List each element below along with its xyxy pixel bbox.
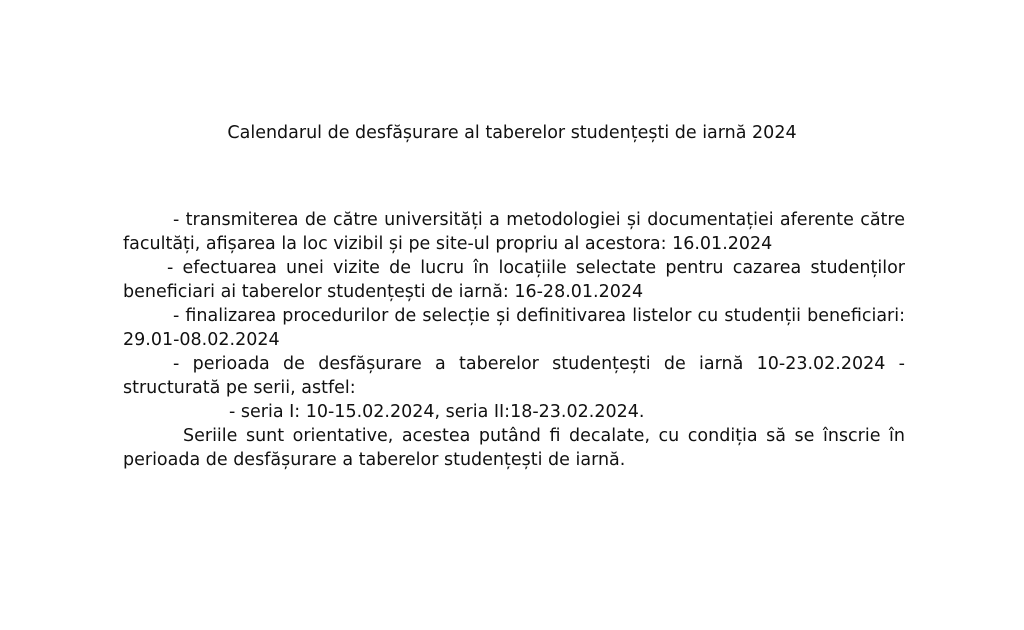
document-title: Calendarul de desfășurare al taberelor studențești de iarnă 2024	[227, 123, 797, 143]
item-work-visit: - efectuarea unei vizite de lucru în locațiile selectate pentru cazarea studenților beneficiari ai taberelor studențești de iarnă: 16-28.01.2024	[123, 258, 905, 302]
item-methodology-transmission: - transmiterea de către universități a metodologiei și documentației aferente către facultăți, afișarea la loc vizibil și pe site-ul propriu al acestora: 16.01.2024	[123, 210, 905, 254]
item-camp-period: - perioada de desfășurare a taberelor studențești de iarnă 10-23.02.2024 - structurată pe serii, astfel:	[123, 354, 905, 398]
item-selection-finalization: - finalizarea procedurilor de selecție și definitivarea listelor cu studenții beneficiari: 29.01-08.02.2024	[123, 306, 905, 350]
item-series-note: Seriile sunt orientative, acestea putând fi decalate, cu condiția să se înscrie în perioada de desfășurare a taberelor studențești de iarnă.	[123, 426, 905, 470]
item-series: - seria I: 10-15.02.2024, seria II:18-23.02.2024.	[229, 402, 645, 422]
document-body	[123, 208, 905, 472]
